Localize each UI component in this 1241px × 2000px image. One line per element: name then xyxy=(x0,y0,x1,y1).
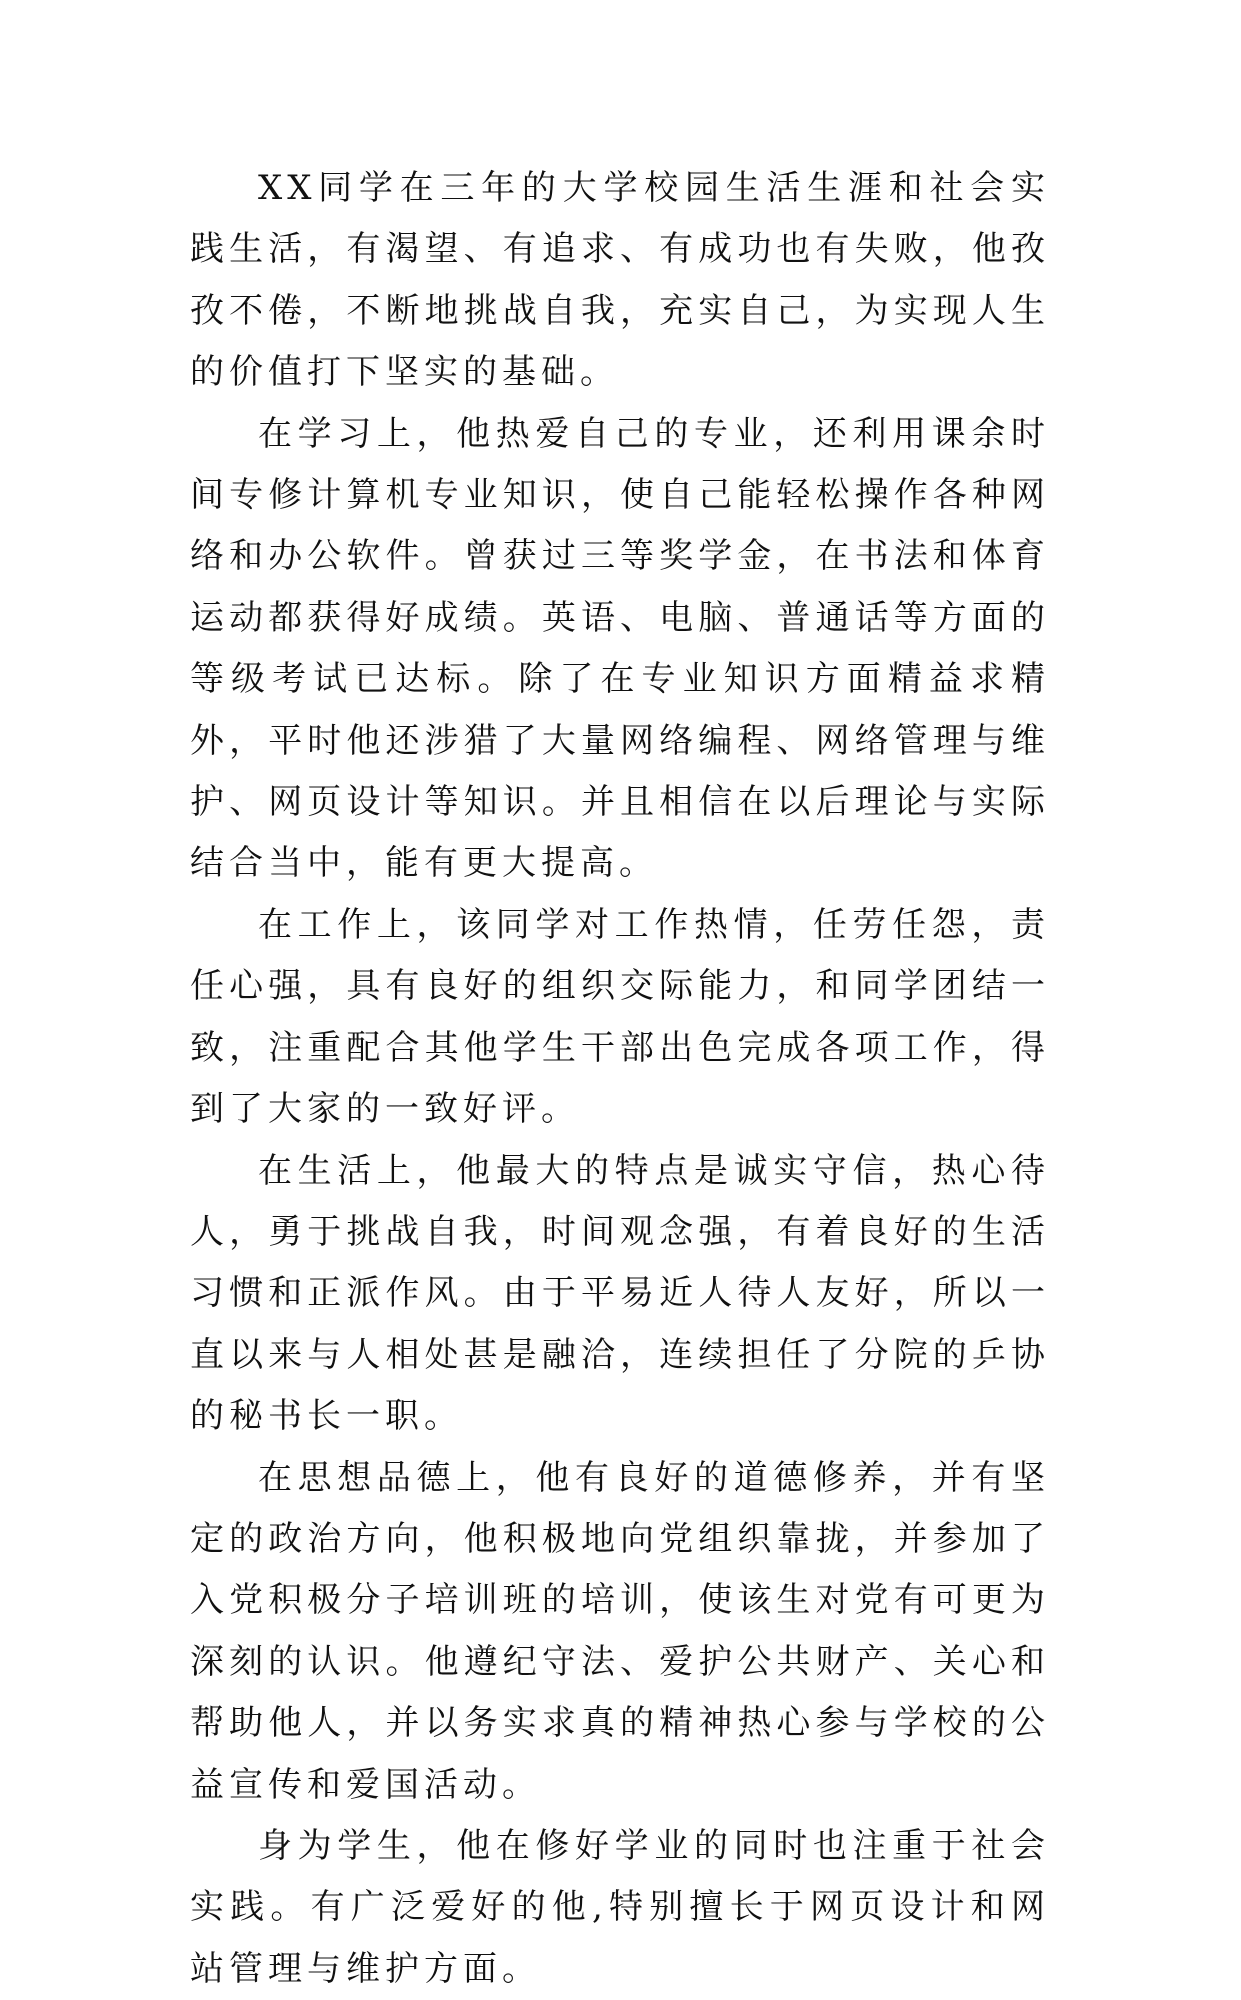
paragraph-practice: 身为学生，他在修好学业的同时也注重于社会实践。有广泛爱好的他,特别擅长于网页设计和网站管理与维护方面。 xyxy=(190,1825,1050,1989)
paragraph-work: 在工作上，该同学对工作热情，任劳任怨，责任心强，具有良好的组织交际能力，和同学团结一致，注重配合其他学生干部出色完成各项工作，得到了大家的一致好评。 xyxy=(190,904,1050,1130)
paragraph-study: 在学习上，他热爱自己的专业，还利用课余时间专修计算机专业知识，使自己能轻松操作各种网络和办公软件。曾获过三等奖学金，在书法和体育运动都获得好成绩。英语、电脑、普通话等方面的等级考试已达标。除了在专业知识方面精益求精外，平时他还涉猎了大量网络编程、网络管理与维护、网页设计等知识。并且相信在以后理论与实际结合当中，能有更大提高。 xyxy=(190,413,1050,884)
paragraph-intro: XX同学在三年的大学校园生活生涯和社会实践生活，有渴望、有追求、有成功也有失败，他孜孜不倦，不断地挑战自我，充实自己，为实现人生的价值打下坚实的基础。 xyxy=(190,168,1050,393)
paragraph-morality: 在思想品德上，他有良好的道德修养，并有坚定的政治方向，他积极地向党组织靠拢，并参加了入党积极分子培训班的培训，使该生对党有可更为深刻的认识。他遵纪守法、爱护公共财产、关心和帮助他人，并以务实求真的精神热心参与学校的公益宣传和爱国活动。 xyxy=(190,1457,1050,1805)
document-body xyxy=(190,158,1050,2000)
paragraph-life: 在生活上，他最大的特点是诚实守信，热心待人，勇于挑战自我，时间观念强，有着良好的生活习惯和正派作风。由于平易近人待人友好，所以一直以来与人相处甚是融洽，连续担任了分院的乒协的秘书长一职。 xyxy=(190,1150,1050,1437)
